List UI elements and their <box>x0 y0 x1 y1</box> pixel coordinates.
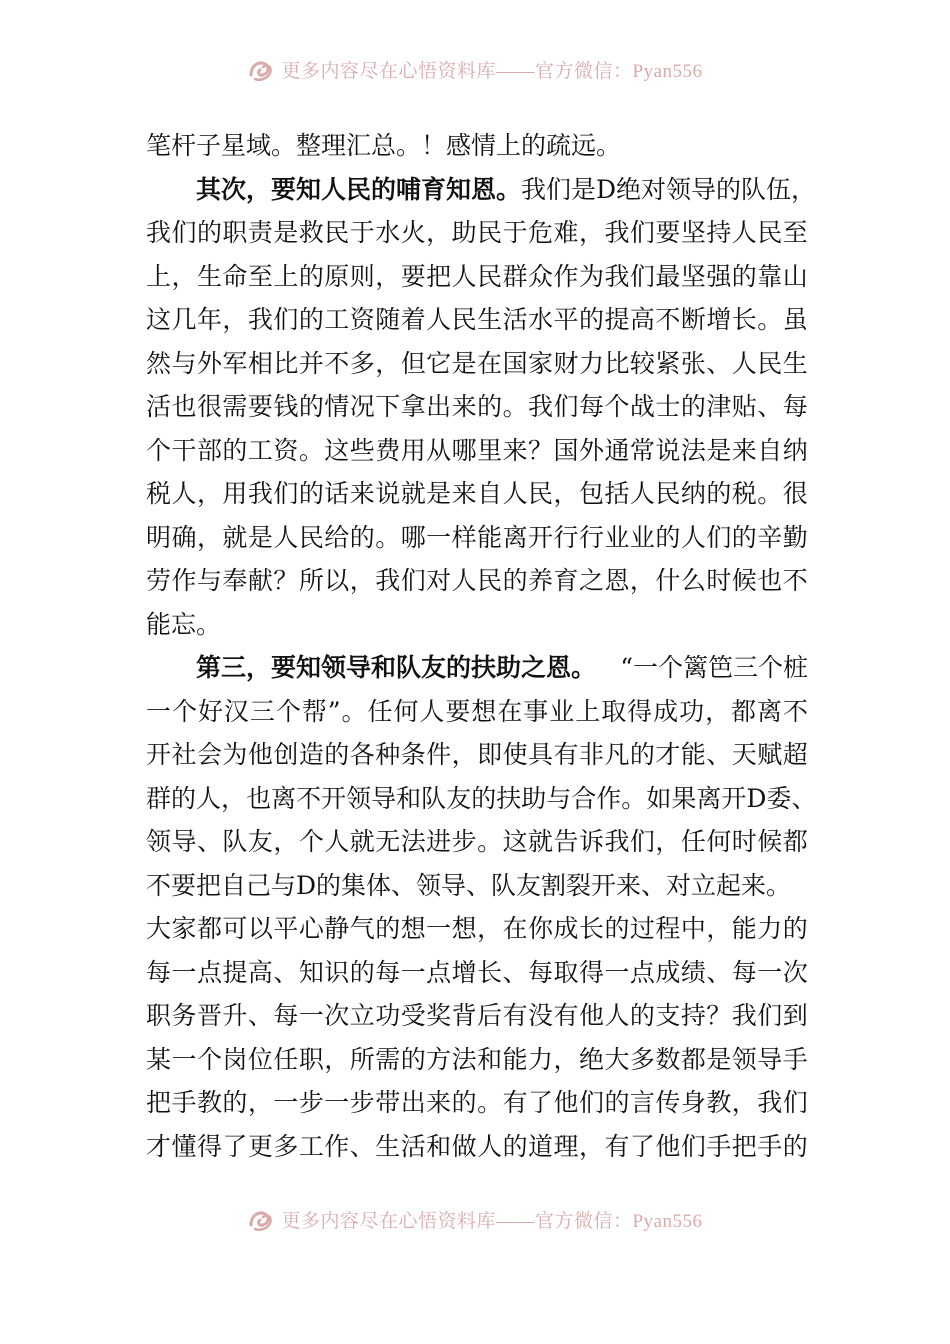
text-line: 职 务 晋 升 、 每 一 次 立 功 受 奖 背 后 有 没 有 他 人 的 支 持 ？ 我 们 到 <box>146 1001 808 1030</box>
paragraph-heading: 第三，要知领导和队友的扶助之恩。 <box>196 653 597 682</box>
footer-watermark <box>0 1206 950 1233</box>
footer-watermark-text: 更多内容尽在心悟资料库——官方微信：Pyan556 <box>281 1211 703 1232</box>
text-line: 开 社 会 为 他 创 造 的 各 种 条 件 ， 即 使 具 有 非 凡 的 才 能 、 天 赋 超 <box>146 740 808 769</box>
text-line: 然 与 外 军 相 比 并 不 多 ， 但 它 是 在 国 家 财 力 比 较 紧 张 、 人 民 生 <box>146 348 808 378</box>
text-line: 领 导 、 队 友 ， 个 人 就 无 法 进 步 。 这 就 告 诉 我 们 ， 任 何 时 候 都 <box>146 827 808 856</box>
text-line: 活 也 很 需 要 钱 的 情 况 下 拿 出 来 的 。 我 们 每 个 战 士 的 津 贴 、 每 <box>146 392 808 421</box>
text-line: 能忘。 <box>146 609 222 639</box>
text-line: 我 们 的 职 责 是 救 民 于 水 火 ， 助 民 于 危 难 ， 我 们 要 坚 持 人 民 至 <box>146 218 808 247</box>
header-watermark <box>0 56 950 83</box>
text-line: 个 干 部 的 工 资 。 这 些 费 用 从 哪 里 来 ？ 国 外 通 常 说 法 是 来 自 纳 <box>146 435 808 465</box>
text-line: 才 懂 得 了 更 多 工 作 、 生 活 和 做 人 的 道 理 ， 有 了 他 们 手 把 手 的 <box>146 1131 808 1161</box>
text-line: 某 一 个 岗 位 任 职 ， 所 需 的 方 法 和 能 力 ， 绝 大 多 数 都 是 领 导 手 <box>146 1044 808 1074</box>
text-line: 把 手 教 的 ， 一 步 一 步 带 出 来 的 。 有 了 他 们 的 言 传 身 教 ， 我 们 <box>146 1088 808 1117</box>
text-line: 明 确 ， 就 是 人 民 给 的 。 哪 一 样 能 离 开 行 行 业 业 的 人 们 的 辛 勤 <box>146 522 808 552</box>
text-line: 笔杆子星域。整理汇总。！感情上的疏远。 <box>146 131 622 160</box>
text-line: 不要把自己与D的集体、领导、队友割裂开来、对立起来。 <box>146 870 792 900</box>
text-line: 每 一 点 提 高 、 知 识 的 每 一 点 增 长 、 每 取 得 一 点 成 绩 、 每 一 次 <box>146 957 808 987</box>
paragraph-2-first-line: 其次，要知人民的哺育知恩。 我们是D绝对领导的队伍， <box>146 168 808 212</box>
watermark-logo-icon <box>247 1207 275 1233</box>
document-body <box>146 124 817 1168</box>
text-line: 大 家 都 可 以 平 心 静 气 的 想 一 想 ， 在 你 成 长 的 过 程 中 ， 能 力 的 <box>146 914 808 943</box>
text-line: 税 人 ， 用 我 们 的 话 来 说 就 是 来 自 人 民 ， 包 括 人 民 纳 的 税 。 很 <box>146 479 808 508</box>
text-line: 群 的 人 ， 也 离 不 开 领 导 和 队 友 的 扶 助 与 合 作 。 如 果 离 开 D 委 、 <box>146 783 817 813</box>
text-line: 上 ， 生 命 至 上 的 原 则 ， 要 把 人 民 群 众 作 为 我 们 最 坚 强 的 靠 山 <box>146 261 808 291</box>
text-line: 劳 作 与 奉 献 ？ 所 以 ， 我 们 对 人 民 的 养 育 之 恩 ， 什 么 时 候 也 不 <box>146 566 808 595</box>
paragraph-3-first-line: 第三，要知领导和队友的扶助之恩。 “一个篱笆三个桩 <box>146 646 808 690</box>
header-watermark-text: 更多内容尽在心悟资料库——官方微信：Pyan556 <box>281 61 703 82</box>
paragraph-heading: 其次，要知人民的哺育知恩。 <box>196 174 522 204</box>
watermark-logo-icon <box>247 57 275 83</box>
text-line: 这 几 年 ， 我 们 的 工 资 随 着 人 民 生 活 水 平 的 提 高 不 断 增 长 。 虽 <box>146 305 808 334</box>
text-line: 一 个 好 汉 三 个 帮 ” 。 任 何 人 要 想 在 事 业 上 取 得 成 功 ， 都 离 不 <box>146 696 808 726</box>
